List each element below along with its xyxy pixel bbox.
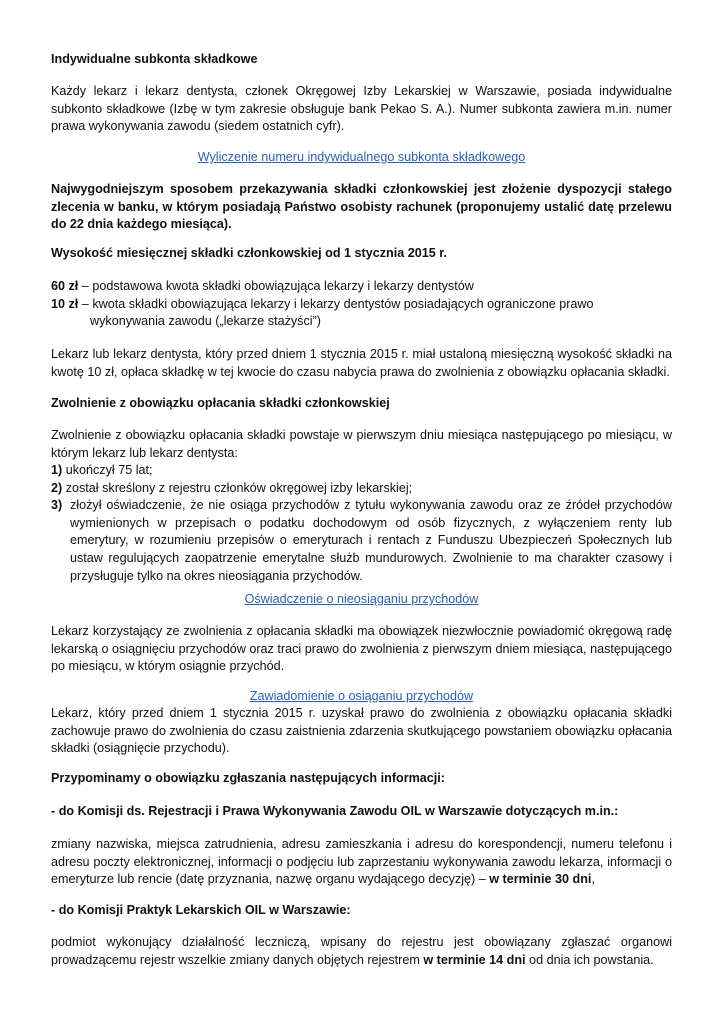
fee-amount-60: 60 zł (51, 279, 79, 293)
link-wyliczenie (51, 149, 672, 167)
link-zawiadomienie (51, 688, 672, 706)
list-text-3: złożył oświadczenie, że nie osiąga przychodów z tytułu wykonywania zawodu oraz ze źródeł przychodów wymienionych w przepisach o podatku dochodowym od osób fizycznych, z wyłączeniem renty lub emerytury, w rozumieniu przepisów o emeryturach i rentach z Funduszu Ubezpieczeń Społecznych lub ustaw regulujących zaopatrzenie emerytalne służb mundurowych. Zwolnienie to ma charakter czasowy i przysługuje tylko na okres nieosiągania przychodów. (70, 498, 672, 583)
heading-komisja-praktyk: - do Komisji Praktyk Lekarskich OIL w Warszawie: (51, 903, 351, 917)
paragraph-subkonta: Każdy lekarz i lekarz dentysta, członek Okręgowej Izby Lekarskiej w Warszawie, posiada indywidualne subkonto składkowe (Izbę w tym zakresie obsługuje bank Pekao S. A.). Numer subkonta zawiera m.in. numer prawa wykonywania zawodu (siedem ostatnich cyfr). (51, 84, 672, 134)
list-item-1 (51, 462, 672, 480)
fee-text-60: – podstawowa kwota składki obowiązująca lekarzy i lekarzy dentystów (78, 279, 474, 293)
paragraph-sposob: Najwygodniejszym sposobem przekazywania składki członkowskiej jest złożenie dyspozycji stałego zlecenia w banku, w którym posiadają Państwo osobisty rachunek (proponujemy ustalić datę przelewu do 22 dnia każdego miesiąca). (51, 182, 672, 232)
paragraph-uzyskal: Lekarz, który przed dniem 1 stycznia 2015 r. uzyskał prawo do zwolnienia z obowiązku opłacania składki zachowuje prawo do zwolnienia do czasu zaistnienia zdarzenia skutkującego powstaniem obowiązku opłacania składki (osiągnięcie przychodu). (51, 706, 672, 756)
condition-list (51, 462, 672, 585)
zmiany-end: , (591, 872, 595, 887)
link-zawiadomienie-text[interactable]: Zawiadomienie o osiąganiu przychodów (249, 689, 474, 703)
fee-list (51, 278, 672, 331)
list-number-3: 3) (51, 498, 63, 513)
podmiot-deadline: w terminie 14 dni (423, 952, 526, 967)
paragraph-ustalona: Lekarz lub lekarz dentysta, który przed dniem 1 stycznia 2015 r. miał ustaloną miesięczną wysokość składki na kwotę 10 zł, opłaca składkę w tej kwocie do czasu nabycia prawa do zwolnienia z obowiązku opłacania składki. (51, 347, 672, 379)
paragraph-podmiot (51, 934, 672, 969)
link-oswiadczenie-text[interactable]: Oświadczenie o nieosiąganiu przychodów (244, 592, 479, 606)
heading-wysokosc: Wysokość miesięcznej składki członkowskiej od 1 stycznia 2015 r. (51, 246, 447, 260)
list-text-1: ukończył 75 lat; (62, 463, 153, 477)
zmiany-deadline: w terminie 30 dni (489, 872, 592, 887)
zmiany-text: zmiany nazwiska, miejsca zatrudnienia, adresu zamieszkania i adresu do korespondencji, numeru telefonu i adresu poczty elektronicznej, informacji o podjęciu lub zaprzestaniu wykonywania zawodu lekarza, informacji o emeryturze lub rencie (datę przyznania, nazwę organu wydającego decyzję) – (51, 837, 672, 887)
fee-item-60 (51, 278, 672, 296)
paragraph-zwolnienie: Zwolnienie z obowiązku opłacania składki powstaje w pierwszym dniu miesiąca następującego po miesiącu, w którym lekarz lub lekarz dentysta: (51, 428, 672, 460)
list-number-1: 1) (51, 463, 63, 477)
paragraph-zmiany (51, 836, 672, 889)
heading-subkonta: Indywidualne subkonta składkowe (51, 52, 258, 66)
list-item-2 (51, 480, 672, 498)
fee-text-10-cont: wykonywania zawodu („lekarze stażyści”) (90, 314, 321, 329)
podmiot-end: od dnia ich powstania. (525, 952, 654, 967)
link-wyliczenie-text[interactable]: Wyliczenie numeru indywidualnego subkonta składkowego (197, 150, 526, 164)
link-oswiadczenie (51, 591, 672, 609)
podmiot-text: podmiot wykonujący działalność leczniczą, wpisany do rejestru jest obowiązany zgłaszać organowi prowadzącemu rejestr wszelkie zmiany danych objętych rejestrem (51, 935, 672, 967)
heading-przypominamy: Przypominamy o obowiązku zgłaszania następujących informacji: (51, 771, 446, 785)
fee-amount-10: 10 zł (51, 296, 79, 311)
list-item-3 (51, 497, 672, 585)
heading-komisja-rejestracji: - do Komisji ds. Rejestracji i Prawa Wykonywania Zawodu OIL w Warszawie dotyczących m.in.: (51, 804, 619, 818)
list-text-2: został skreślony z rejestru członków okręgowej izby lekarskiej; (62, 480, 413, 495)
list-number-2: 2) (51, 480, 63, 495)
fee-text-10: – kwota składki obowiązująca lekarzy i lekarzy dentystów posiadających ograniczone prawo (78, 296, 594, 311)
fee-item-10 (51, 296, 672, 331)
heading-zwolnienie: Zwolnienie z obowiązku opłacania składki członkowskiej (51, 396, 390, 410)
paragraph-korzystajacy: Lekarz korzystający ze zwolnienia z opłacania składki ma obowiązek niezwłocznie powiadomić okręgową radę lekarską o osiągnięciu przychodów oraz traci prawo do zwolnienia z pierwszym dniem miesiąca, następującego po miesiącu, w którym osiągnie przychód. (51, 624, 672, 674)
